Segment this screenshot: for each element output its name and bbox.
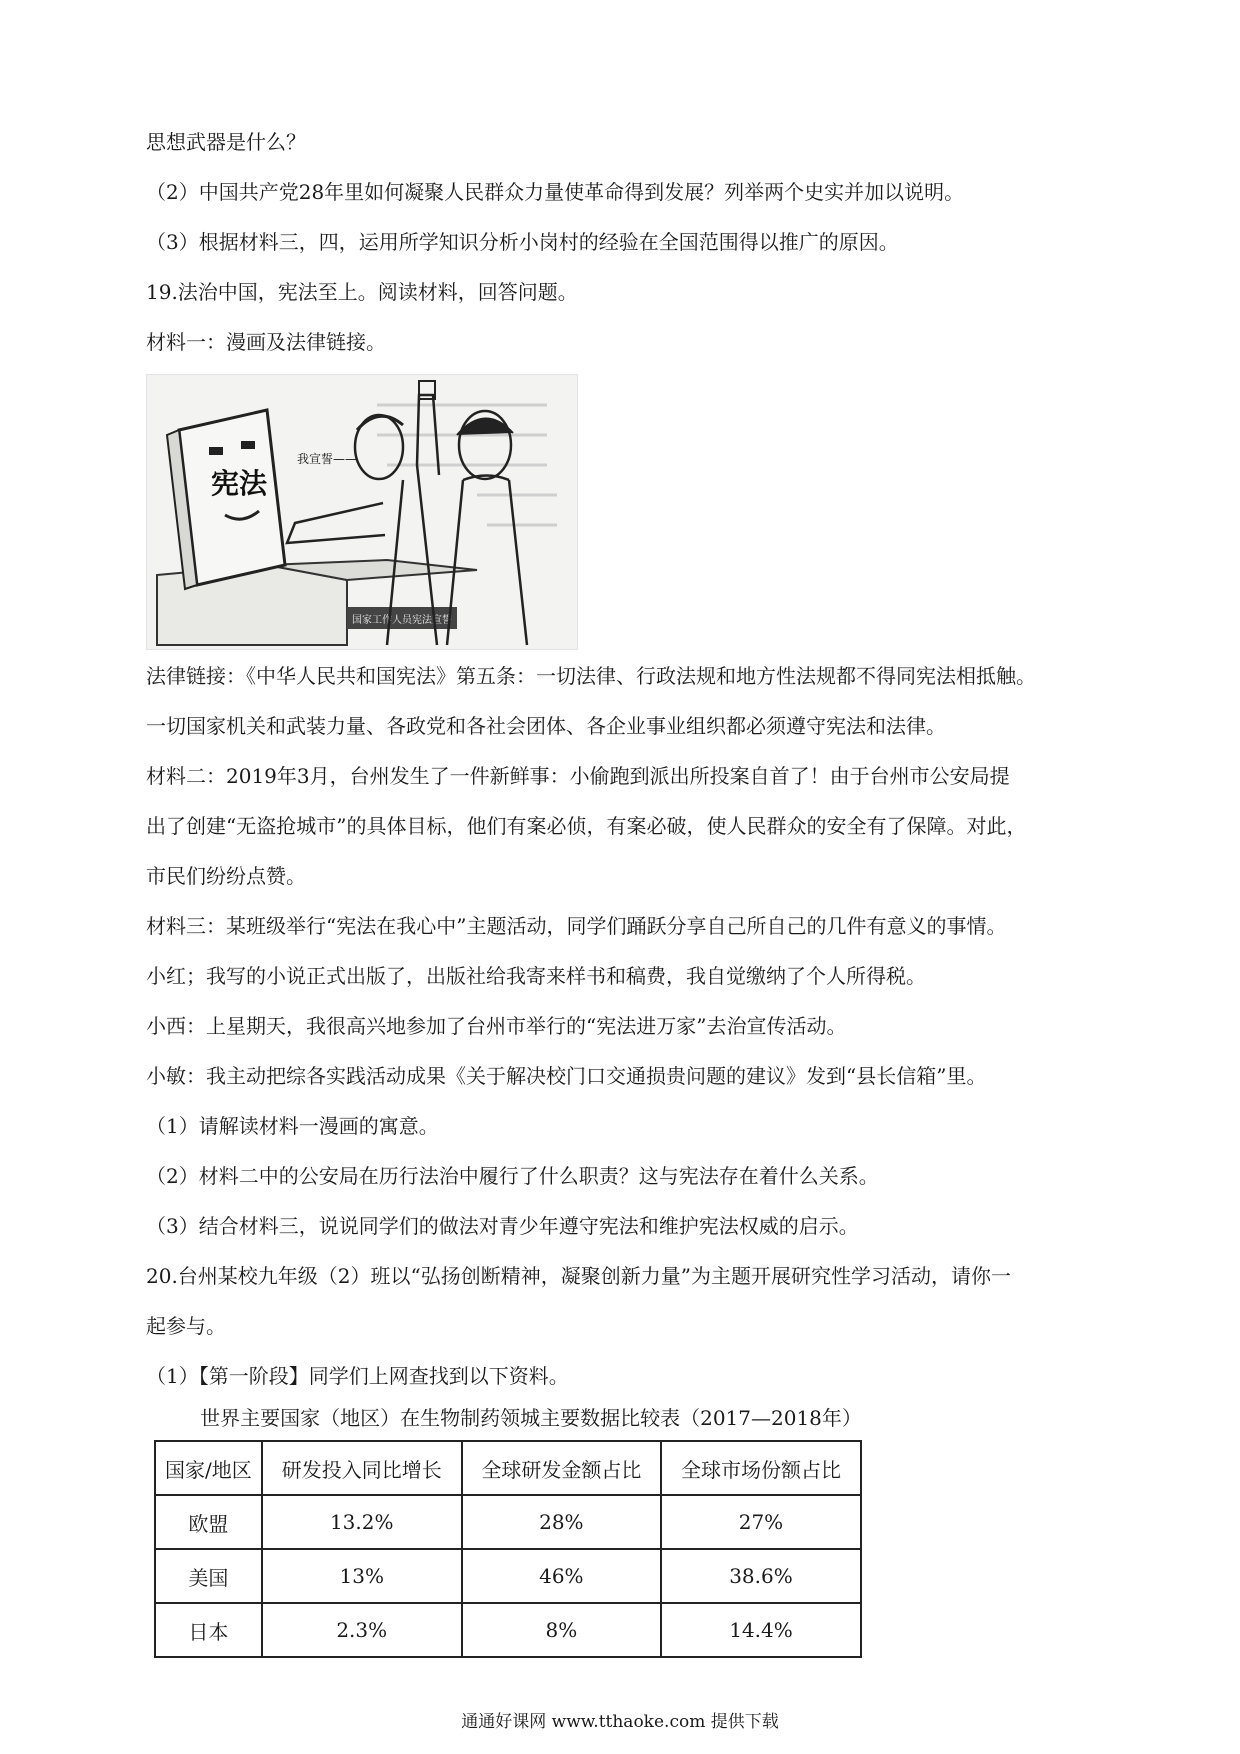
table-cell: 27% [661,1495,861,1549]
material-1-label: 材料一：漫画及法律链接。 [146,330,386,354]
sub-question: （1）请解读材料一漫画的寓意。 [146,1114,439,1138]
speech-text: 我宣誓—— [297,452,358,466]
text-line: 市民们纷纷点赞。 [146,864,306,888]
sub-question: （3）结合材料三，说说同学们的做法对青少年遵守宪法和维护宪法权威的启示。 [146,1214,859,1238]
text-line: 一切国家机关和武装力量、各政党和各社会团体、各企业事业组织都必须遵守宪法和法律。 [146,714,946,738]
table-cell: 13.2% [262,1495,462,1549]
question-19-title: 19.法治中国，宪法至上。阅读材料，回答问题。 [146,280,578,304]
table-header-row [155,1441,861,1495]
cartoon-drawing [147,375,577,649]
text-line: （2）中国共产党28年里如何凝聚人民群众力量使革命得到发展？列举两个史实并加以说明。 [146,180,965,204]
table-cell: 美国 [155,1549,262,1603]
table-row [155,1495,861,1549]
sub-question: （2）材料二中的公安局在历行法治中履行了什么职责？这与宪法存在着什么关系。 [146,1164,879,1188]
podium-label: 国家工作人员宪法宣誓 [352,615,452,626]
table-row [155,1603,861,1657]
table-cell: 欧盟 [155,1495,262,1549]
page-footer: 通通好课网 www.tthaoke.com 提供下载 [461,1712,779,1732]
board-title: 宪法 [210,467,268,500]
data-table [154,1440,862,1658]
text-line: 起参与。 [146,1314,226,1338]
table-cell: 2.3% [262,1603,462,1657]
table-header: 全球研发金额占比 [462,1441,661,1495]
material-2-line: 材料二：2019年3月，台州发生了一件新鲜事：小偷跑到派出所投案自首了！由于台州市公安局提 [146,764,1010,788]
table-row [155,1549,861,1603]
table-header: 全球市场份额占比 [661,1441,861,1495]
material-3-line: 材料三：某班级举行“宪法在我心中”主题活动，同学们踊跃分享自己所自己的几件有意义的事情。 [146,914,1007,938]
law-link-line: 法律链接：《中华人民共和国宪法》第五条：一切法律、行政法规和地方性法规都不得同宪法相抵触。 [146,664,1036,688]
text-line: 小西：上星期天，我很高兴地参加了台州市举行的“宪法进万家”去治宣传活动。 [146,1014,847,1038]
question-20-title: 20.台州某校九年级（2）班以“弘扬创断精神，凝聚创新力量”为主题开展研究性学习活动，请你一 [146,1264,1011,1288]
table-cell: 14.4% [661,1603,861,1657]
table-cell: 28% [462,1495,661,1549]
table-cell: 日本 [155,1603,262,1657]
text-line: （3）根据材料三，四，运用所学知识分析小岗村的经验在全国范围得以推广的原因。 [146,230,899,254]
text-line: 出了创建“无盗抢城市”的具体目标，他们有案必侦，有案必破，使人民群众的安全有了保障。对此， [146,814,1027,838]
table-cell: 46% [462,1549,661,1603]
constitution-oath-cartoon [146,374,578,650]
table-cell: 13% [262,1549,462,1603]
table-header: 国家/地区 [155,1441,262,1495]
table-cell: 38.6% [661,1549,861,1603]
text-line: 小红；我写的小说正式出版了，出版社给我寄来样书和稿费，我自觉缴纳了个人所得税。 [146,964,926,988]
sub-question: （1）【第一阶段】同学们上网查找到以下资料。 [146,1364,569,1388]
text-line: 思想武器是什么？ [146,130,306,154]
table-cell: 8% [462,1603,661,1657]
table-header: 研发投入同比增长 [262,1441,462,1495]
table-caption: 世界主要国家（地区）在生物制药领城主要数据比较表（2017—2018年） [200,1406,862,1430]
text-line: 小敏：我主动把综各实践活动成果《关于解决校门口交通损贵问题的建议》发到“县长信箱”里。 [146,1064,987,1088]
